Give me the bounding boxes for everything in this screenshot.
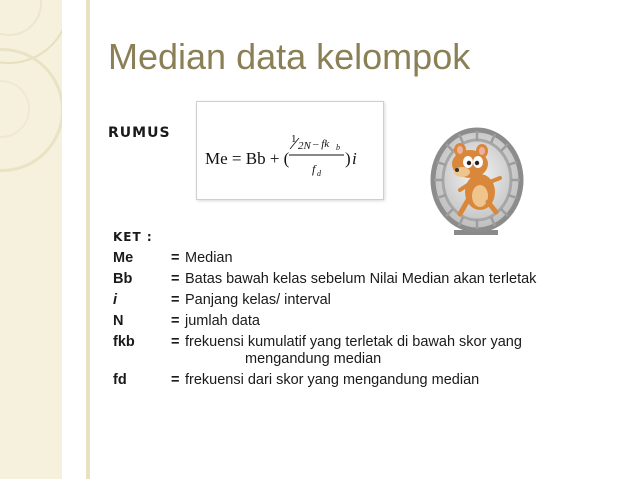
formula-lhs: Me = Bb + ( [205,149,290,168]
formula-denominator-f: f [312,162,316,176]
median-formula [197,102,383,199]
definition-text: Batas bawah kelas sebelum Nilai Median akan terletak [185,271,537,287]
definition-equals: = [171,372,180,388]
hamster-wheel-icon [424,120,530,240]
definition-row [113,334,623,368]
definition-equals: = [171,313,180,329]
definition-equals: = [171,334,180,350]
formula-denominator-sub: d [317,169,321,178]
definition-row [113,372,623,389]
formula-image [196,101,384,200]
definition-symbol: Bb [113,271,133,287]
slide-title: Median data kelompok [108,36,471,77]
definition-text-line1: frekuensi kumulatif yang terletak di bawah skor yang [185,334,522,350]
decorative-left-band [0,0,62,479]
formula-numerator-fk: – fk [313,138,330,150]
definition-row [113,313,623,330]
definition-equals: = [171,292,180,308]
definition-row [113,250,623,267]
ket-label: KET : [113,230,153,244]
rumus-label: RUMUS [108,125,171,141]
formula-numerator-1: 1 [291,133,297,145]
definition-equals: = [171,271,180,287]
definition-symbol: fd [113,372,127,388]
definition-symbol: Me [113,250,134,266]
definition-row [113,271,623,288]
definition-row [113,292,623,309]
formula-numerator-2n: 2N [298,140,311,152]
formula-multiplier: i [352,149,357,168]
definition-text: Median [185,250,233,266]
definition-symbol: fkb [113,334,135,350]
definition-symbol: N [113,313,124,329]
definition-equals: = [171,250,180,266]
definition-text: frekuensi dari skor yang mengandung median [185,372,480,388]
formula-closing-paren: ) [345,149,351,168]
definition-text: Panjang kelas/ interval [185,292,331,308]
vertical-divider [86,0,90,479]
definition-text: jumlah data [185,313,260,329]
definition-text-line2: mengandung median [245,351,382,367]
definition-symbol: i [113,292,118,308]
definitions-list [113,250,623,393]
definition-text [185,334,623,368]
formula-numerator-sub: b [336,143,340,152]
